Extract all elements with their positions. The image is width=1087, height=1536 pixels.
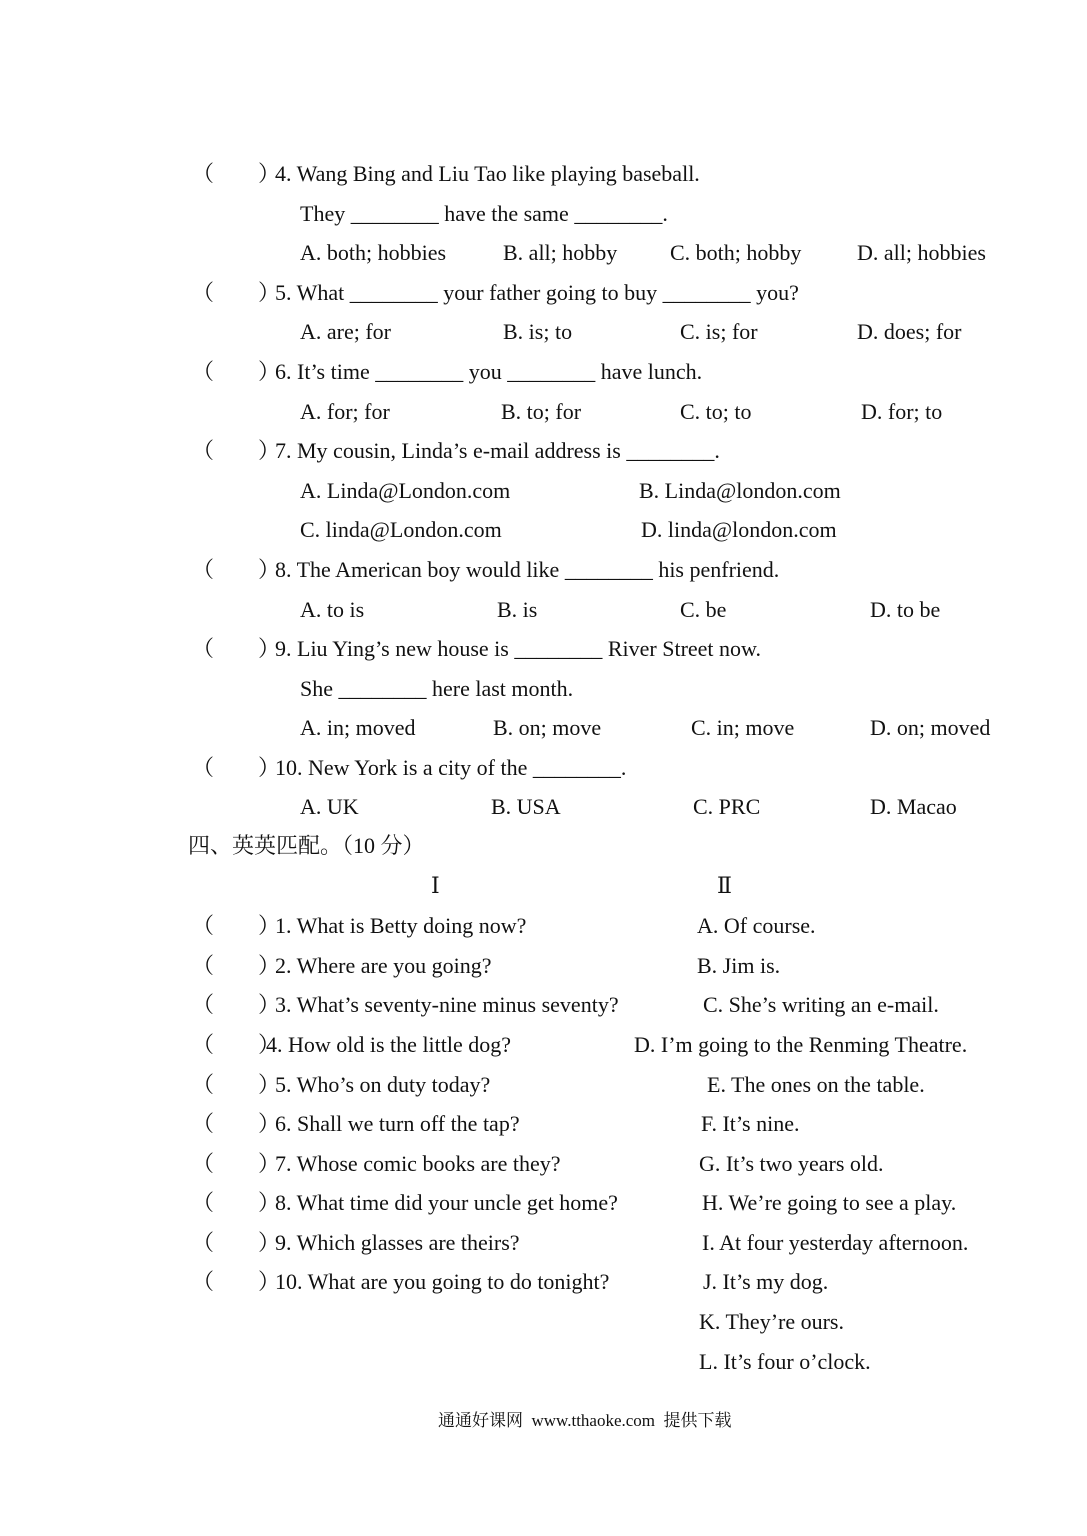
match-question-7: 7. Whose comic books are they? bbox=[275, 1151, 561, 1176]
option-q6-d: D. for; to bbox=[861, 399, 943, 424]
question-stem-q4-line2: They ________ have the same ________. bbox=[300, 201, 668, 226]
match-question-10: 10. What are you going to do tonight? bbox=[275, 1269, 610, 1294]
match-answer-c: C. She’s writing an e-mail. bbox=[703, 992, 939, 1017]
answer-blank-q4[interactable]: （ ） bbox=[192, 161, 281, 186]
answer-blank-q5[interactable]: （ ） bbox=[192, 280, 281, 305]
question-stem-q9: 9. Liu Ying’s new house is ________ River Street now. bbox=[275, 636, 761, 661]
match-answer-a: A. Of course. bbox=[697, 913, 816, 938]
question-stem-q5: 5. What ________ your father going to buy ________ you? bbox=[275, 280, 799, 305]
option-q7-a: A. Linda@London.com bbox=[300, 478, 511, 503]
match-blank-7[interactable]: （ ） bbox=[192, 1151, 281, 1176]
option-q9-b: B. on; move bbox=[493, 715, 602, 740]
match-blank-3[interactable]: （ ） bbox=[192, 992, 281, 1017]
question-stem-q6: 6. It’s time ________ you ________ have lunch. bbox=[275, 359, 703, 384]
match-blank-4[interactable]: （ ） bbox=[192, 1032, 281, 1057]
match-answer-f: F. It’s nine. bbox=[701, 1111, 800, 1136]
option-q5-a: A. are; for bbox=[300, 319, 392, 344]
option-q9-a: A. in; moved bbox=[300, 715, 416, 740]
match-answer-i: I. At four yesterday afternoon. bbox=[702, 1230, 969, 1255]
question-stem-q7: 7. My cousin, Linda’s e-mail address is ________. bbox=[275, 438, 720, 463]
match-blank-1[interactable]: （ ） bbox=[192, 913, 281, 938]
option-q4-c: C. both; hobby bbox=[670, 240, 802, 265]
option-q6-b: B. to; for bbox=[501, 399, 582, 424]
match-answer-d: D. I’m going to the Renming Theatre. bbox=[634, 1032, 968, 1057]
match-question-5: 5. Who’s on duty today? bbox=[275, 1072, 491, 1097]
answer-blank-q9[interactable]: （ ） bbox=[192, 636, 281, 661]
match-blank-10[interactable]: （ ） bbox=[192, 1269, 281, 1294]
option-q5-b: B. is; to bbox=[503, 319, 573, 344]
option-q10-c: C. PRC bbox=[693, 794, 761, 819]
question-stem-q9-line2: She ________ here last month. bbox=[300, 676, 574, 701]
match-answer-k: K. They’re ours. bbox=[699, 1309, 844, 1334]
option-q9-d: D. on; moved bbox=[870, 715, 991, 740]
question-stem-q8: 8. The American boy would like ________ his penfriend. bbox=[275, 557, 780, 582]
option-q5-c: C. is; for bbox=[680, 319, 758, 344]
option-q9-c: C. in; move bbox=[691, 715, 795, 740]
match-answer-l: L. It’s four o’clock. bbox=[699, 1349, 871, 1374]
match-answer-j: J. It’s my dog. bbox=[703, 1269, 829, 1294]
answer-blank-q10[interactable]: （ ） bbox=[192, 755, 281, 780]
match-blank-2[interactable]: （ ） bbox=[192, 953, 281, 978]
answer-blank-q8[interactable]: （ ） bbox=[192, 557, 281, 582]
match-question-1: 1. What is Betty doing now? bbox=[275, 913, 527, 938]
match-answer-g: G. It’s two years old. bbox=[699, 1151, 884, 1176]
option-q7-b: B. Linda@london.com bbox=[639, 478, 841, 503]
option-q6-c: C. to; to bbox=[680, 399, 752, 424]
question-stem-q10: 10. New York is a city of the ________. bbox=[275, 755, 627, 780]
option-q10-d: D. Macao bbox=[870, 794, 957, 819]
match-blank-9[interactable]: （ ） bbox=[192, 1230, 281, 1255]
option-q10-b: B. USA bbox=[491, 794, 561, 819]
match-blank-6[interactable]: （ ） bbox=[192, 1111, 281, 1136]
match-question-3: 3. What’s seventy-nine minus seventy? bbox=[275, 992, 619, 1017]
match-question-8: 8. What time did your uncle get home? bbox=[275, 1190, 618, 1215]
column-header-1: Ⅰ bbox=[431, 873, 440, 898]
option-q8-a: A. to is bbox=[300, 597, 365, 622]
match-question-4: 4. How old is the little dog? bbox=[266, 1032, 512, 1057]
option-q8-b: B. is bbox=[497, 597, 538, 622]
page-footer: 通通好课网 www.tthaoke.com 提供下载 bbox=[438, 1411, 732, 1430]
match-answer-h: H. We’re going to see a play. bbox=[702, 1190, 957, 1215]
option-q4-b: B. all; hobby bbox=[503, 240, 618, 265]
option-q8-c: C. be bbox=[680, 597, 727, 622]
match-question-6: 6. Shall we turn off the tap? bbox=[275, 1111, 520, 1136]
question-stem-q4: 4. Wang Bing and Liu Tao like playing baseball. bbox=[275, 161, 700, 186]
option-q4-a: A. both; hobbies bbox=[300, 240, 447, 265]
match-blank-8[interactable]: （ ） bbox=[192, 1190, 281, 1215]
answer-blank-q6[interactable]: （ ） bbox=[192, 359, 281, 384]
option-q8-d: D. to be bbox=[870, 597, 941, 622]
option-q7-d: D. linda@london.com bbox=[641, 517, 837, 542]
match-question-2: 2. Where are you going? bbox=[275, 953, 492, 978]
option-q5-d: D. does; for bbox=[857, 319, 962, 344]
option-q7-c: C. linda@London.com bbox=[300, 517, 502, 542]
match-question-9: 9. Which glasses are theirs? bbox=[275, 1230, 520, 1255]
match-answer-b: B. Jim is. bbox=[697, 953, 781, 978]
section-title: 四、英英匹配。（10 分） bbox=[188, 833, 425, 858]
option-q10-a: A. UK bbox=[300, 794, 359, 819]
match-blank-5[interactable]: （ ） bbox=[192, 1072, 281, 1097]
answer-blank-q7[interactable]: （ ） bbox=[192, 438, 281, 463]
match-answer-e: E. The ones on the table. bbox=[707, 1072, 925, 1097]
option-q4-d: D. all; hobbies bbox=[857, 240, 986, 265]
option-q6-a: A. for; for bbox=[300, 399, 390, 424]
column-header-2: Ⅱ bbox=[717, 873, 732, 898]
